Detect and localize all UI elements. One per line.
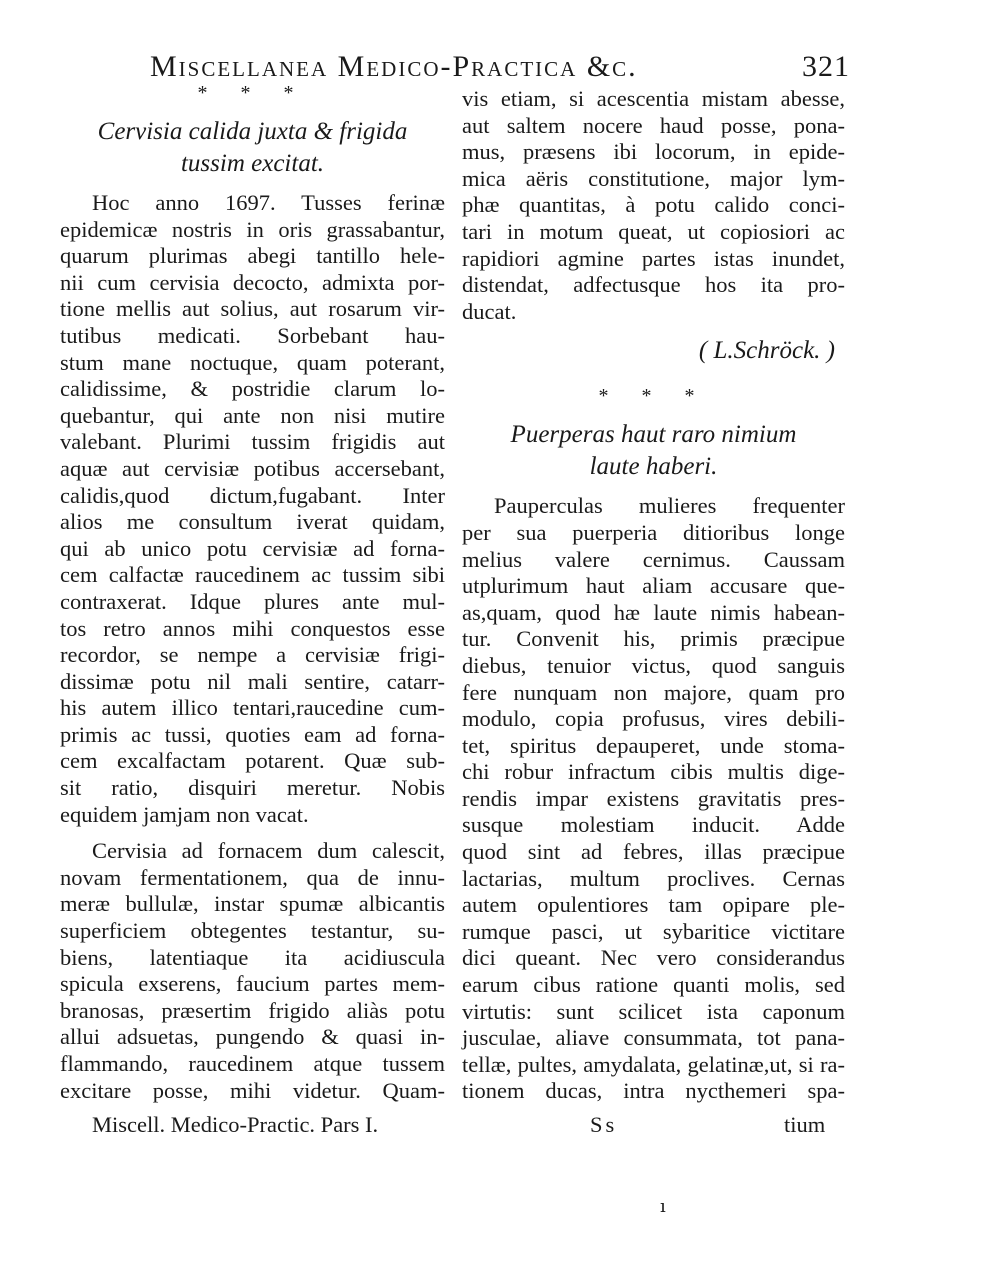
text-line: tos retro annos mihi conquestos esse [60, 615, 445, 641]
text-line: stum mane noctuque, quam poterant, [60, 349, 445, 375]
text-line: dissimæ potu nil mali sentire, catarr- [60, 668, 445, 694]
text-line: alios me consultum iverat quidam, [60, 509, 445, 535]
text-line: chi robur infractum cibis multis dige- [462, 759, 845, 785]
text-line: virtutis: sunt scilicet ista caponum [462, 998, 845, 1024]
text-line: quarum plurimas abegi tantillo hele- [60, 243, 445, 269]
asterisk-row: * * * [197, 82, 308, 104]
section-heading [462, 419, 845, 483]
text-line: diebus, tenuior victus, quod sanguis [462, 652, 845, 678]
footer-title: Miscell. Medico-Practic. Pars I. [92, 1112, 379, 1137]
text-line: vis etiam, si acescentia mistam abesse, [462, 86, 845, 111]
text-line: rumque pasci, ut sybaritice victitare [462, 918, 845, 944]
text-line: as,quam, quod hæ laute nimis habean- [462, 599, 845, 625]
text-line: valebant. Plurimi tussim frigidis aut [60, 429, 445, 455]
text-line: excitare posse, mihi videtur. Quam- [60, 1077, 445, 1103]
heading-line: Puerperas haut raro nimium [510, 421, 797, 449]
section-heading [60, 116, 445, 180]
text-line: autem opulentiores tam opipare ple- [462, 892, 845, 918]
text-line: distendat, adfectusque hos ita pro- [462, 272, 845, 298]
text-line: jusculae, aliave consummata, tot pana- [462, 1025, 845, 1051]
text-line: phæ quantitas, à potu calido conci- [462, 192, 845, 218]
heading-line: Cervisia calida juxta & frigida [97, 118, 408, 145]
section-asterisks [462, 385, 845, 417]
section-asterisks [60, 82, 445, 114]
left-column [60, 82, 445, 1104]
text-line: cem calfactæ raucedinem ac tussim sibi [60, 562, 445, 588]
text-line: dici queant. Nec vero considerandus [462, 945, 845, 971]
heading-line: laute haberi. [589, 453, 718, 481]
text-line: ducat. [462, 298, 517, 324]
text-line: per sua puerperia ditioribus longe [462, 519, 845, 545]
text-line: quebantur, qui ante non nisi mutire [60, 402, 445, 428]
text-line: cem excalfactam potarent. Quæ sub- [60, 748, 445, 774]
text-line: quod sint ad febres, illas præcipue [462, 839, 845, 865]
text-line: contraxerat. Idque plures ante mul- [60, 588, 445, 614]
author-signature: ( L.Schröck. ) [698, 337, 835, 365]
text-line: tutibus medicati. Sorbebant hau- [60, 322, 445, 348]
text-line: mica aëris constitutione, major lym- [462, 165, 845, 191]
text-line: his autem illico tentari,raucedine cum- [60, 695, 445, 721]
text-line: spicula exserens, faucium partes mem- [60, 971, 445, 997]
text-line: tellæ, pultes, amydalata, gelatinæ,ut, si ra- [462, 1051, 845, 1077]
text-line: equidem jamjam non vacat. [60, 801, 309, 827]
text-line: calidissime, & postridie clarum lo- [60, 376, 445, 402]
paragraph [462, 86, 845, 325]
paragraph [60, 838, 445, 1104]
right-column [462, 86, 845, 1105]
text-line: calidis,quod dictum,fugabant. Inter [60, 482, 445, 508]
text-line: tione mellis aut solius, aut rosarum vir- [60, 296, 445, 322]
catchword: tium [784, 1112, 826, 1137]
text-line: Cervisia ad fornacem dum calescit, [92, 838, 445, 864]
running-head-title: Miscellanea Medico-Practica &c. [150, 50, 638, 83]
text-line: biens, latentiaque ita acidiuscula [60, 944, 445, 970]
text-line: recordor, se nempe a cervisiæ frigi- [60, 642, 445, 668]
text-line: susque molestiam inducit. Adde [462, 812, 845, 838]
signature-mark: Ss [590, 1112, 618, 1137]
heading-line: tussim excitat. [180, 150, 325, 177]
paragraph [462, 493, 845, 1105]
text-line: nii cum cervisia decocto, admixta por- [60, 269, 445, 295]
text-line: tet, spiritus depauperet, unde stoma- [462, 732, 845, 758]
text-line: meræ bullulæ, instar spumæ albicantis [60, 891, 445, 917]
text-line: flammando, raucedinem atque tussem [60, 1051, 445, 1076]
text-line: Pauperculas mulieres frequenter [494, 493, 845, 519]
text-line: aquæ aut cervisiæ potibus accersebant, [60, 455, 445, 481]
text-line: tionem ducas, intra nycthemeri spa- [462, 1078, 845, 1104]
text-line: utplurimum haut aliam accusare que- [462, 573, 845, 599]
running-head [150, 50, 850, 84]
paragraph [60, 190, 445, 828]
text-line: branosas, præsertim frigido aliàs potu [60, 997, 445, 1023]
text-line: tur. Convenit his, primis præcipue [462, 626, 845, 652]
text-line: rendis impar existens gravitatis pres- [462, 785, 845, 811]
text-line: epidemicæ nostris in oris grassabantur, [60, 216, 445, 242]
page-number: 321 [802, 50, 850, 83]
text-line: earum cibus ratione quanti molis, sed [462, 972, 845, 998]
text-line: modulo, copia profusus, vires debili- [462, 706, 845, 732]
text-line: rapidiori agmine partes istas inundet, [462, 245, 845, 271]
text-line: mus, præsens ibi locorum, in epide- [462, 139, 845, 165]
text-line: tari in motum queat, ut copiosiori ac [462, 218, 845, 244]
text-line: sit ratio, disquiri meretur. Nobis [60, 775, 445, 801]
text-line: allui adsuetas, pungendo & quasi in- [60, 1024, 445, 1050]
text-line: novam fermentationem, qua de innu- [60, 864, 445, 890]
text-line: melius valere cernimus. Caussam [462, 546, 845, 572]
text-line: aut saltem nocere haud posse, pona- [462, 112, 845, 138]
text-line: fere nunquam non majore, quam pro [462, 679, 845, 705]
text-line: Hoc anno 1697. Tusses ferinæ [92, 190, 445, 215]
text-line: superficiem obtegentes testantur, su- [60, 918, 445, 944]
text-line: primis ac tussi, quoties eam ad forna- [60, 721, 445, 747]
text-line: lactarias, multum proclives. Cernas [462, 865, 845, 891]
asterisk-row: * * * [598, 385, 709, 408]
text-line: qui ab unico potu cervisiæ ad forna- [60, 535, 445, 561]
paper-speck: ı [660, 1196, 666, 1217]
